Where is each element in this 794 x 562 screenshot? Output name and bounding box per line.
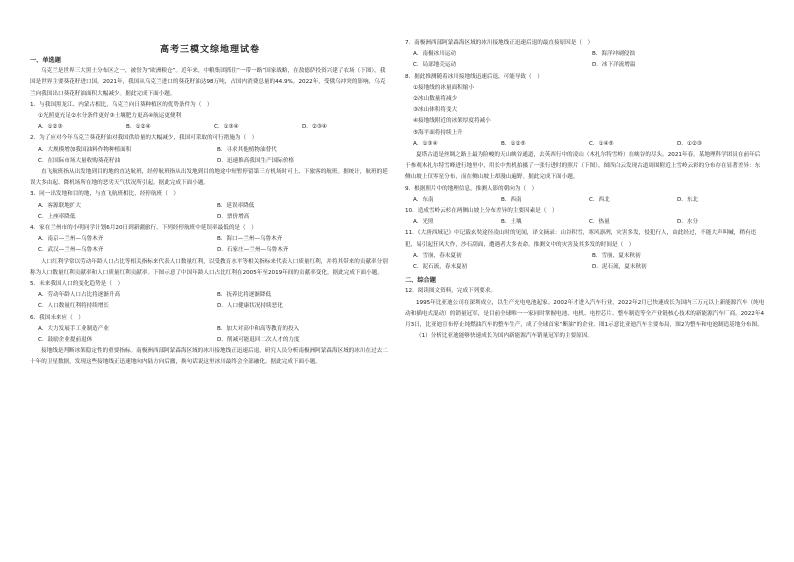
option[interactable]: B．雪崩，夏末秋初 (592, 252, 641, 259)
question-5-options (30, 290, 390, 312)
question-9-options (405, 195, 765, 206)
option[interactable]: D．②③④ (302, 124, 327, 131)
passage-xiata: 夏塔古道是丝绸之路上最为险峻的天山峡谷通道，去英西行中的凌山（木扎尔特雪岭）在峡谷的尽头。2021年春，某地理科学团员在前年后于参观木扎尔特雪峰进行地里中，用长中焦机拍摄了一张行进时的照片（下图），图四白云发现古道周围附近上雪岭云彩的分布存在显著差异：东侧山坡上仅零星分布，而在侧山坡上却漫山遍野。据此完成下面小题。 (405, 152, 761, 181)
statement: ④接地线附近的冰架厚度将减小 (413, 118, 491, 125)
option[interactable]: B．①②⑤ (501, 140, 526, 147)
option[interactable]: C．热量 (589, 219, 610, 226)
option[interactable]: B．①②④ (126, 124, 151, 131)
question-11: 11．《大唐西域记》中记载玄奘途径凌山时的见闻，译文摘录：山谷积雪，寒风凛冽，灾害多发，侵犯行人，由此经过，不能大声叫喊，稍有违犯，易引起狂风大作，沙石刮面，遭遇者大多丧命。推测文中的灾害及其多发的时间是（ ） (405, 230, 757, 248)
option[interactable]: D．东北 (677, 196, 699, 203)
option[interactable]: B．海口—兰州—乌鲁木齐 (217, 236, 283, 243)
question-11-options (405, 251, 765, 273)
section-single-choice: 一、单选题 (30, 57, 61, 64)
question-3-options (30, 201, 390, 223)
option[interactable]: D．泥石流，夏末秋初 (592, 264, 647, 271)
option[interactable]: D．削减可能退回二次人才的力度 (217, 337, 300, 344)
option[interactable]: A．大力发展手工业制造产业 (38, 325, 109, 332)
option[interactable]: C．在国际市场大量收购葵花籽油 (38, 157, 121, 164)
option[interactable]: B．寻求其他植物油替代 (217, 146, 277, 153)
option[interactable]: D．冰下洋流增温 (592, 62, 636, 69)
option[interactable]: A．①③④ (413, 140, 438, 147)
question-2-options (30, 145, 390, 167)
statement: ②冰山数量将减少 (413, 96, 458, 103)
option[interactable]: C．①④⑤ (589, 140, 614, 147)
option[interactable]: C．局部地壳运动 (413, 62, 457, 69)
question-1-items: ①光照更充足②水分条件更好③土壤肥力更高④航运更便利 (38, 113, 182, 120)
statement: ⑤海平面将持续上升 (413, 129, 463, 136)
option[interactable]: D．票价增高 (217, 213, 250, 220)
passage-population: 人口红利学常以劳动年龄人口占比等相关指标来代表人口数量红利，以受教育水平等相关指标来代表人口质量红利，并将其带来的贡献率分别称为人口数量红利贡献率和人口质量红利贡献率。下图示意了中国年龄人口占比红利在2005年至2019年间的贡献率变化。据此完成下面小题。 (30, 258, 388, 276)
option[interactable]: C．西北 (589, 196, 610, 203)
option[interactable]: B．抚养比将逐渐降低 (217, 292, 272, 299)
question-6: 6．我国未来应（ ） (30, 314, 84, 321)
option[interactable]: A．南京—兰州—乌鲁木齐 (38, 236, 104, 243)
section-comprehensive: 二、综合题 (405, 277, 436, 285)
question-12-part-1: （1）分析比亚迪能够快速成长为国内新能源汽车销量冠军的主要原因。 (416, 333, 593, 340)
option[interactable]: D．水分 (677, 219, 699, 226)
option[interactable]: A．客源联地扩大 (38, 202, 81, 209)
option[interactable]: D．人口健康状况持续恶化 (217, 303, 283, 310)
question-1: 1．与我国黑龙江、内蒙古相比，乌克兰向日葵种植区的优势条件为（ ） (30, 101, 213, 108)
question-9: 9．根据照片中的地理信息，推测人影的朝向为（ ） (405, 185, 538, 192)
option[interactable]: A．南极冰川运动 (413, 51, 456, 58)
question-8-options (405, 139, 765, 150)
option[interactable]: C．武汉—兰州—乌鲁木齐 (38, 247, 104, 254)
option[interactable]: A．劳动年龄人口占比将逐渐升高 (38, 292, 121, 299)
option[interactable]: C．上座率降低 (38, 213, 76, 220)
left-column (30, 38, 390, 369)
passage-ukraine: 乌克兰是世界三大黑土分布区之一，被誉为“欧洲粮仓”。近年来，中粮集团抓住“一带一路”国家战略，在敖德萨投资兴建了农场（下图）。我国是世界主要葵花籽进口国。2021年，我国从乌克兰进口的葵花籽油达98万吨，占国内消费总量的44.9%。2022年，受俄乌冲突的影响，乌克兰向我国出口葵花籽油面积大幅减少。据此完成下面小题。 (30, 68, 386, 97)
option[interactable]: B．延误率降低 (217, 202, 255, 209)
option[interactable]: A．①②③ (38, 124, 63, 131)
option[interactable]: D．迅速推高我国生产国际价格 (217, 157, 295, 164)
statement: ③冰山体积将变大 (413, 107, 458, 114)
option[interactable]: A．雪崩，春末夏初 (413, 252, 462, 259)
question-1-options (30, 122, 390, 133)
option[interactable]: C．①③④ (214, 124, 239, 131)
option[interactable]: B．西南 (501, 196, 522, 203)
question-4-options (30, 234, 390, 256)
right-column (405, 38, 765, 342)
question-3: 3．同一出发地和目的地，与直飞航班相比，经停航班（ ） (30, 191, 179, 198)
question-6-options (30, 324, 390, 346)
question-8: 8．据此推测随着冰川接地线迅速后退，可能导致（ ） (405, 73, 543, 80)
option[interactable]: A．大规模增加我国油料作物种植面积 (38, 146, 132, 153)
question-7-options (405, 49, 765, 71)
option[interactable]: A．东南 (413, 196, 434, 203)
option[interactable]: C．人口数量红利将持续增长 (38, 303, 110, 310)
exam-title: 高考三模文综地理试卷 (159, 45, 260, 55)
passage-antarctica: 接地线是判断冰架稳定性的重要指标。南极洲西部阿蒙森海区域的冰川接地线正迅速后退，研究人员分析南极洲阿蒙森海区域的冰川在过去二十年的卫星数据，发现这些接地线正迅速地向内陆方向后撤，换句话说这里冰川最终会全部融化。据此完成下面小题。 (30, 348, 388, 366)
option[interactable]: A．光照 (413, 219, 434, 226)
option[interactable]: C．鼓励企业提前退休 (38, 337, 93, 344)
question-7: 7．南极洲西部阿蒙森海区域的冰川接地线正迅速后退的最直接原因是（ ） (405, 40, 594, 46)
option[interactable]: D．石家庄—兰州—乌鲁木齐 (217, 247, 289, 254)
question-4: 4．家在兰州市的小明同学计划6月20日到新疆旅行，下列经停航班中延误率最低的是（ ） (30, 225, 257, 232)
option[interactable]: C．泥石流，春末夏初 (413, 264, 468, 271)
statement: ①接地线的冰量面积缩小 (413, 84, 474, 91)
option[interactable]: D．①②③ (677, 140, 702, 147)
question-8-items (405, 83, 765, 139)
question-5: 5．未来我国人口的变化趋势是（ ） (30, 281, 124, 288)
option[interactable]: B．海洋冲刷侵蚀 (592, 51, 635, 58)
passage-byd: 1995年比亚迪公司在深圳成立，以生产充电电池起家。2002年才进入汽车行业，2022年2月已快速成长为国内三万元以上新能源汽车（纯电动和插电式混动）的销量冠军，是目前全球唯一一家同时掌握电池、电机、电控芯片、整车制造等全产业链核心技术的新能源汽车厂商。2022年4月3日，比亚迪宣布停止纯燃油汽车的整车生产，成了全球首家“断油”的企业。图1示意比亚迪汽车主要布局，图2为整车和电池制造基地分布图。 (405, 299, 765, 329)
passage-flights: 直飞航班指从出发地到目的地的直达航班，经停航班指从出发地到目的地途中短暂停留第三方机场时可上、下旅客的航班。据统计，航班的延误大多由起、降机场所在地的恶劣天气状况所引起。据此完成下面小题。 (30, 169, 388, 187)
question-10-options (405, 217, 765, 228)
option[interactable]: B．土壤 (501, 219, 522, 226)
question-2: 2．为了应对今年乌克兰葵花籽油对我国供给量的大幅减少，我国可采取的可行措施为（ ） (30, 135, 258, 142)
question-10: 10．造成雪岭云杉在两侧山坡上分布差异的主要因素是（ ） (405, 208, 558, 215)
option[interactable]: B．加大对高中和高等教育的投入 (217, 325, 300, 332)
question-12: 12．阅读图文资料，完成下列要求。 (405, 288, 497, 295)
